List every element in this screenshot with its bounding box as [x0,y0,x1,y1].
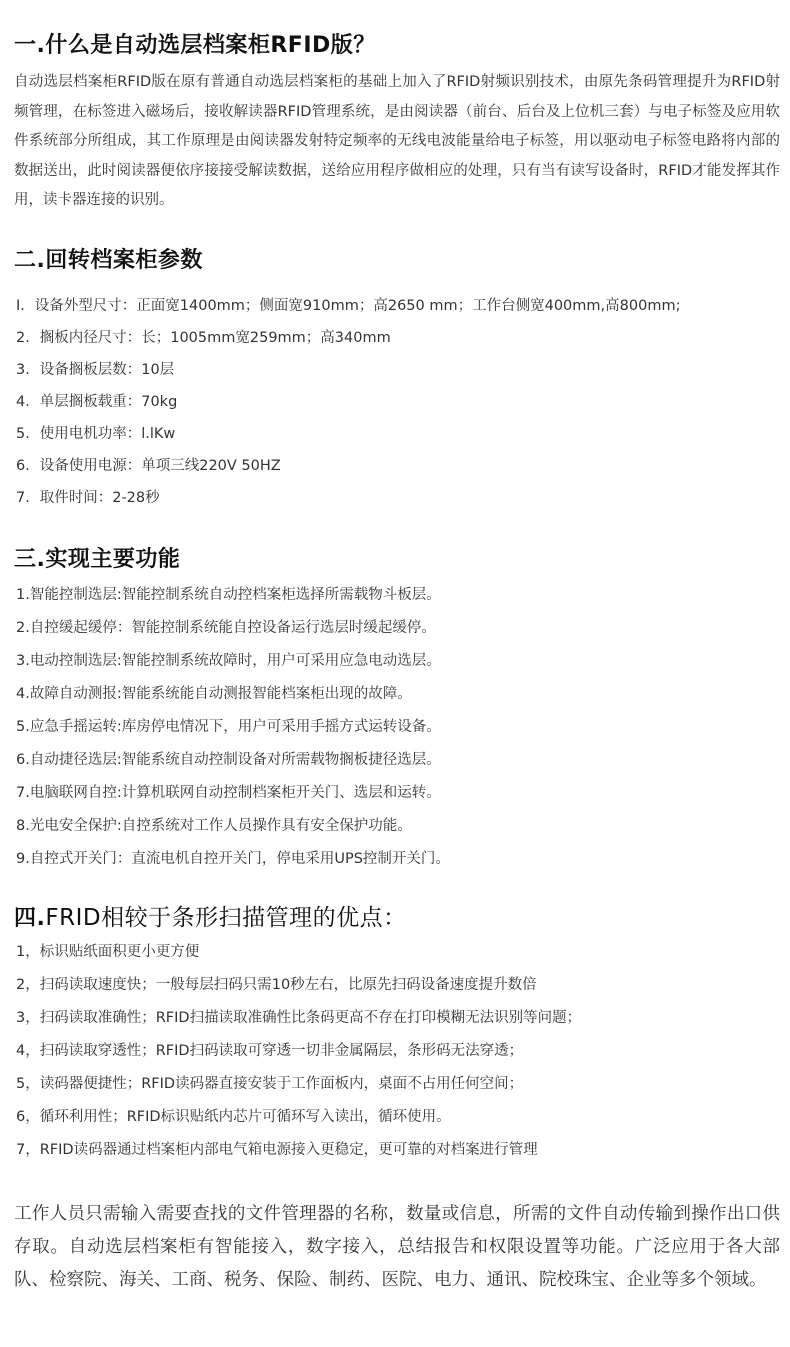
closing-paragraph: 工作人员只需输入需要查找的文件管理器的名称，数量或信息，所需的文件自动传输到操作出口供存取。自动选层档案柜有智能接入，数字接入，总结报告和权限设置等功能。广泛应用于各大部队、检察院、海关、工商、税务、保险、制药、医院、电力、通讯、院校珠宝、企业等多个领域。 [14,1204,780,1290]
function-item: 8.光电安全保护:自控系统对工作人员操作具有安全保护功能。 [16,818,412,834]
spec-item: Ⅰ．设备外型尺寸：正面宽1400mm；侧面宽910mm；高2650 mm；工作台侧宽400mm,高800mm; [16,298,681,314]
spec-item: 4．单层搁板载重：70kg [16,394,178,410]
function-item: 5.应急手摇运转:库房停电情况下，用户可采用手摇方式运转设备。 [16,719,441,735]
advantage-item: 4，扫码读取穿透性；RFID扫码读取可穿透一切非金属隔层，条形码无法穿透； [16,1043,524,1059]
section-4-title-text: FRID相较于条形扫描管理的优点： [45,905,407,931]
spec-list [16,290,680,514]
function-item: 4.故障自动测报:智能系统能自动测报智能档案柜出现的故障。 [16,686,412,702]
function-list [16,579,450,876]
section-2-title: 二.回转档案柜参数 [14,248,203,273]
function-item: 9.自控式开关门：直流电机自控开关门，停电采用UPS控制开关门。 [16,851,450,867]
section-4-title [14,899,407,932]
section-4-title-number: 四. [14,906,46,931]
spec-item: 7．取件时间：2-28秒 [16,490,160,506]
section-1-title: 一.什么是自动选层档案柜RFID版？ [14,33,376,58]
function-item: 7.电脑联网自控:计算机联网自动控制档案柜开关门、选层和运转。 [16,785,441,801]
function-item: 6.自动捷径选层:智能系统自动控制设备对所需载物搁板捷径选层。 [16,752,441,768]
advantage-item: 1，标识贴纸面积更小更方便 [16,944,200,960]
advantage-item: 2，扫码读取速度快；一般每层扫码只需10秒左右，比原先扫码设备速度提升数倍 [16,977,537,993]
advantage-list [16,936,581,1167]
spec-item: 6．设备使用电源：单项三线220V 50HZ [16,458,281,474]
advantage-item: 6，循环利用性；RFID标识贴纸内芯片可循环写入读出，循环使用。 [16,1109,451,1125]
function-item: 1.智能控制选层:智能控制系统自动控档案柜选择所需载物斗板层。 [16,587,441,603]
function-item: 3.电动控制选层:智能控制系统故障时，用户可采用应急电动选层。 [16,653,441,669]
section-1-body: 自动选层档案柜RFID版在原有普通自动选层档案柜的基础上加入了RFID射频识别技术，由原先条码管理提升为RFID射频管理，在标签进入磁场后，接收解读器RFID管理系统，是由阅读器（前台、后台及上位机三套）与电子标签及应用软件系统部分所组成，其工作原理是由阅读器发射特定频率的无线电波能量给电子标签，用以驱动电子标签电路将内部的数据送出，此时阅读器便依序接接受解读数据，送给应用程序做相应的处理，只有当有读写设备时，RFID才能发挥其作用，读卡器连接的识别。 [14,74,780,208]
spec-item: 3．设备搁板层数：10层 [16,362,175,378]
advantage-item: 5，读码器便捷性；RFID读码器直接安装于工作面板内，桌面不占用任何空间； [16,1076,524,1092]
function-item: 2.自控缓起缓停：智能控制系统能自控设备运行选层时缓起缓停。 [16,620,436,636]
spec-item: 5．使用电机功率：l.lKw [16,426,176,442]
advantage-item: 3，扫码读取准确性；RFID扫描读取准确性比条码更高不存在打印模糊无法识别等问题； [16,1010,582,1026]
advantage-item: 7，RFID读码器通过档案柜内部电气箱电源接入更稳定，更可靠的对档案进行管理 [16,1142,538,1158]
section-3-title: 三.实现主要功能 [14,547,181,572]
spec-item: 2．搁板内径尺寸：长；1005mm宽259mm；高340mm [16,330,391,346]
